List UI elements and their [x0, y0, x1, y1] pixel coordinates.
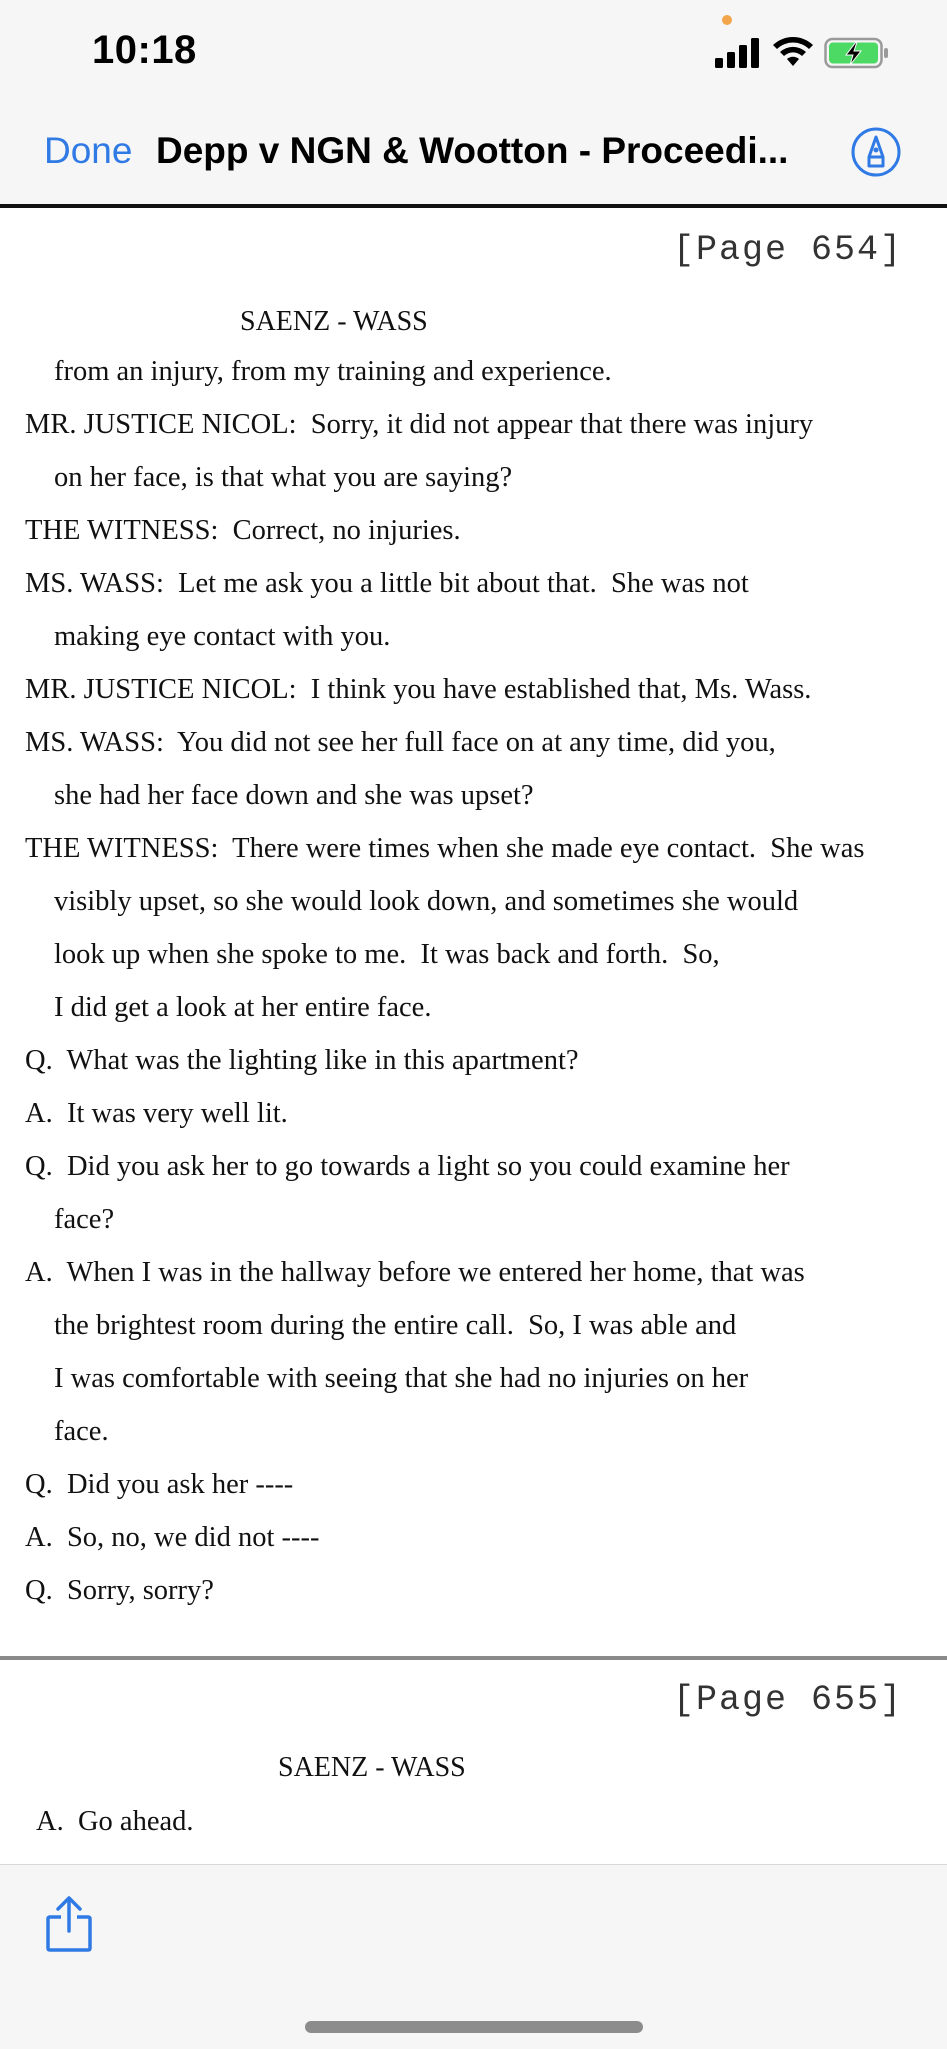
transcript-line: MR. JUSTICE NICOL: Sorry, it did not appear that there was injury	[25, 409, 814, 440]
navigation-bar	[0, 100, 947, 208]
transcript-line: Q. Did you ask her ----	[25, 1469, 294, 1500]
transcript-line: face?	[54, 1204, 115, 1235]
transcript-line: making eye contact with you.	[54, 621, 391, 652]
page-number: [Page 654]	[672, 230, 903, 270]
done-button[interactable]: Done	[44, 130, 133, 171]
cellular-signal-icon	[715, 38, 761, 68]
transcript-line: the brightest room during the entire call. So, I was able and	[54, 1310, 737, 1341]
transcript-line: MS. WASS: You did not see her full face on at any time, did you,	[25, 727, 776, 758]
transcript-line: MR. JUSTICE NICOL: I think you have established that, Ms. Wass.	[25, 674, 812, 705]
status-bar	[0, 0, 947, 100]
wifi-icon	[772, 36, 814, 68]
transcript-line: on her face, is that what you are saying?	[54, 462, 513, 493]
document-page-654	[0, 208, 947, 1656]
transcript-line: THE WITNESS: There were times when she made eye contact. She was	[25, 833, 865, 864]
transcript-line: A. So, no, we did not ----	[25, 1522, 320, 1553]
transcript-line: she had her face down and she was upset?	[54, 780, 534, 811]
transcript-line: face.	[54, 1416, 109, 1447]
status-time: 10:18	[92, 28, 197, 72]
markup-pen-circle-icon[interactable]	[850, 126, 902, 178]
share-icon[interactable]	[44, 1895, 94, 1953]
transcript-line: Q. What was the lighting like in this apartment?	[25, 1045, 579, 1076]
transcript-line: I did get a look at her entire face.	[54, 992, 432, 1023]
transcript-line: A. When I was in the hallway before we entered her home, that was	[25, 1257, 805, 1288]
page-number: [Page 655]	[672, 1680, 903, 1720]
transcript-line: I was comfortable with seeing that she had no injuries on her	[54, 1363, 749, 1394]
transcript-line: A. It was very well lit.	[25, 1098, 288, 1129]
privacy-indicator-dot	[722, 15, 732, 25]
bottom-toolbar	[0, 1864, 947, 2049]
document-page-655	[0, 1660, 947, 1864]
battery-charging-icon	[824, 37, 890, 69]
transcript-line: Q. Sorry, sorry?	[25, 1575, 214, 1606]
transcript-header: SAENZ - WASS	[278, 1752, 466, 1783]
transcript-line: MS. WASS: Let me ask you a little bit about that. She was not	[25, 568, 749, 599]
transcript-line: Q. Did you ask her to go towards a light so you could examine her	[25, 1151, 790, 1182]
transcript-header: SAENZ - WASS	[240, 306, 428, 337]
transcript-line: look up when she spoke to me. It was back and forth. So,	[54, 939, 720, 970]
transcript-line: visibly upset, so she would look down, and sometimes she would	[54, 886, 799, 917]
home-indicator[interactable]	[305, 2021, 643, 2033]
transcript-line: A. Go ahead.	[36, 1806, 194, 1837]
transcript-line: THE WITNESS: Correct, no injuries.	[25, 515, 461, 546]
transcript-line: from an injury, from my training and experience.	[54, 356, 612, 387]
document-title: Depp v NGN & Wootton - Proceedi...	[156, 130, 789, 171]
